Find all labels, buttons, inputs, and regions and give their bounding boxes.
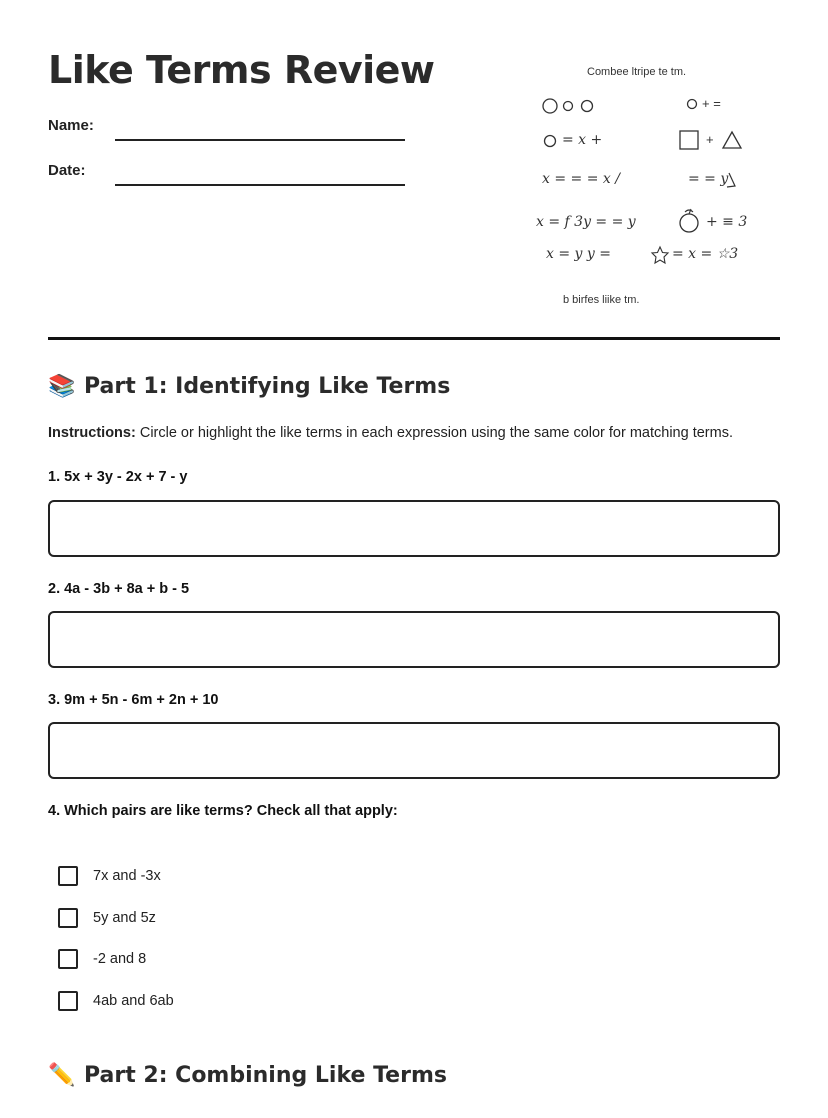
name-label: Name: [48, 117, 94, 134]
section-divider [48, 337, 780, 340]
circle-row2-shape [545, 136, 556, 147]
q4-option-label: 4ab and 6ab [93, 993, 174, 1009]
name-blank-line[interactable] [115, 139, 405, 141]
instructions-label: Instructions: [48, 425, 136, 441]
illustration-row3-right: = = y [688, 171, 729, 187]
question-3-label: 3. 9m + 5n - 6m + 2n + 10 [48, 692, 219, 708]
circle-right-shape [688, 100, 697, 109]
circle-small-shape [564, 102, 573, 111]
part1-heading-text: Part 1: Identifying Like Terms [84, 374, 451, 399]
apple-stem-shape [685, 209, 693, 214]
date-field [48, 162, 408, 192]
square-shape [680, 131, 698, 149]
checkbox[interactable] [58, 908, 78, 928]
illustration-row3: x = = = x / [542, 171, 620, 187]
part2-heading [48, 1063, 447, 1088]
illustration-row2-right: + [706, 132, 714, 147]
illustration-row2: = x + [562, 132, 603, 148]
star-shape [652, 247, 668, 263]
question-2-answer-box[interactable] [48, 611, 780, 668]
illustration-bottom-text: b birfes liike tm. [563, 294, 640, 306]
part2-heading-text: Part 2: Combining Like Terms [84, 1063, 447, 1088]
date-label: Date: [48, 162, 86, 179]
checkbox[interactable] [58, 949, 78, 969]
triangle-shape [723, 132, 741, 148]
pencil-icon: ✏️ [48, 1063, 76, 1088]
header-illustration [530, 60, 760, 310]
part1-heading [48, 374, 450, 399]
q4-option[interactable] [58, 989, 174, 1013]
question-1-label: 1. 5x + 3y - 2x + 7 - y [48, 469, 188, 485]
checkbox[interactable] [58, 866, 78, 886]
question-1-answer-box[interactable] [48, 500, 780, 557]
illustration-row1-right: + = [702, 96, 721, 111]
instructions-text: Circle or highlight the like terms in each expression using the same color for matching terms. [135, 425, 733, 441]
date-blank-line[interactable] [115, 184, 405, 186]
q4-option-label: 5y and 5z [93, 910, 156, 926]
instructions [48, 425, 733, 441]
illustration-row5: x = y y = [546, 246, 611, 262]
question-2-label: 2. 4a - 3b + 8a + b - 5 [48, 581, 190, 597]
q4-option[interactable] [58, 947, 146, 971]
books-icon: 📚 [48, 374, 76, 399]
illustration-row4-right: + ≡ 3 [706, 214, 748, 230]
illustration-top-text: Combee ltripe te tm. [587, 66, 687, 78]
circle-large-shape [543, 99, 557, 113]
q4-option-label: -2 and 8 [93, 951, 147, 967]
illustration-row5-right: = x = ☆3 [672, 246, 739, 262]
q4-option[interactable] [58, 906, 156, 930]
question-3-answer-box[interactable] [48, 722, 780, 779]
apple-shape [680, 214, 698, 232]
page-title: Like Terms Review [48, 48, 435, 92]
illustration-row4: x = f 3y = = y [536, 214, 636, 230]
circle-medium-shape [582, 101, 593, 112]
q4-option[interactable] [58, 864, 161, 888]
question-4-label: 4. Which pairs are like terms? Check all that apply: [48, 803, 398, 819]
q4-option-label: 7x and -3x [93, 868, 161, 884]
name-field [48, 117, 408, 147]
checkbox[interactable] [58, 991, 78, 1011]
